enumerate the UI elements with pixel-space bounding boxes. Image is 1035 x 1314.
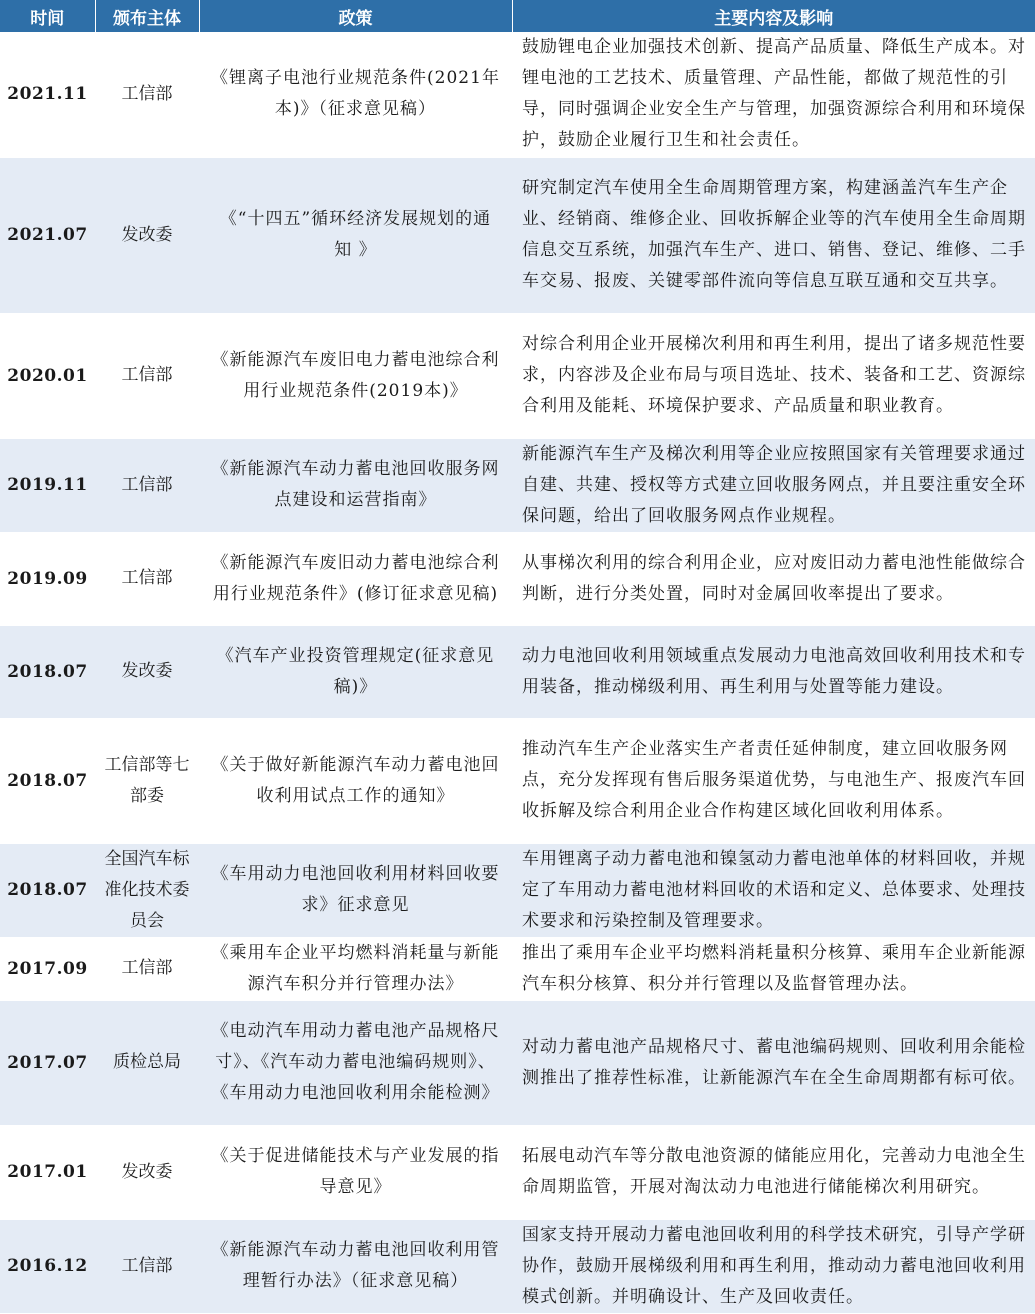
cell-issuer: 工信部	[95, 1219, 199, 1313]
header-content: 主要内容及影响	[512, 0, 1035, 32]
cell-content: 动力电池回收利用领域重点发展动力电池高效回收利用技术和专用装备，推动梯级利用、再生利用与处置等能力建设。	[512, 625, 1035, 718]
table-body	[0, 32, 1035, 1313]
table-row	[0, 1125, 1035, 1219]
cell-time: 2019.09	[0, 532, 95, 625]
cell-content: 车用锂离子动力蓄电池和镍氢动力蓄电池单体的材料回收，并规定了车用动力蓄电池材料回收的术语和定义、总体要求、处理技术要求和污染控制及管理要求。	[512, 843, 1035, 937]
cell-policy: 《新能源汽车废旧动力蓄电池综合利用行业规范条件》(修订征求意见稿)	[199, 532, 512, 625]
table-row	[0, 1219, 1035, 1313]
cell-issuer: 全国汽车标准化技术委员会	[95, 843, 199, 937]
cell-content: 从事梯次利用的综合利用企业，应对废旧动力蓄电池性能做综合判断，进行分类处置，同时对金属回收率提出了要求。	[512, 532, 1035, 625]
table-row	[0, 1000, 1035, 1125]
table-row	[0, 625, 1035, 718]
table-row	[0, 438, 1035, 532]
cell-time: 2021.11	[0, 32, 95, 157]
cell-content: 对综合利用企业开展梯次利用和再生利用，提出了诸多规范性要求，内容涉及企业布局与项目选址、技术、装备和工艺、资源综合利用及能耗、环境保护要求、产品质量和职业教育。	[512, 313, 1035, 438]
cell-content: 国家支持开展动力蓄电池回收利用的科学技术研究，引导产学研协作，鼓励开展梯级利用和再生利用，推动动力蓄电池回收利用模式创新。并明确设计、生产及回收责任。	[512, 1219, 1035, 1313]
cell-time: 2017.07	[0, 1000, 95, 1125]
cell-policy: 《锂离子电池行业规范条件(2021年本)》（征求意见稿）	[199, 32, 512, 157]
cell-policy: 《新能源汽车动力蓄电池回收利用管理暂行办法》（征求意见稿）	[199, 1219, 512, 1313]
cell-issuer: 发改委	[95, 625, 199, 718]
cell-time: 2017.01	[0, 1125, 95, 1219]
cell-time: 2019.11	[0, 438, 95, 532]
cell-time: 2020.01	[0, 313, 95, 438]
cell-time: 2018.07	[0, 718, 95, 843]
cell-policy: 《新能源汽车动力蓄电池回收服务网点建设和运营指南》	[199, 438, 512, 532]
table-row	[0, 313, 1035, 438]
header-time: 时间	[0, 0, 95, 32]
cell-issuer: 工信部	[95, 32, 199, 157]
cell-issuer: 发改委	[95, 157, 199, 313]
cell-time: 2018.07	[0, 843, 95, 937]
cell-policy: 《关于促进储能技术与产业发展的指导意见》	[199, 1125, 512, 1219]
cell-content: 推出了乘用车企业平均燃料消耗量积分核算、乘用车企业新能源汽车积分核算、积分并行管理以及监督管理办法。	[512, 937, 1035, 1000]
cell-policy: 《电动汽车用动力蓄电池产品规格尺寸》、《汽车动力蓄电池编码规则》、《车用动力电池回收利用余能检测》	[199, 1000, 512, 1125]
cell-policy: 《车用动力电池回收利用材料回收要求》征求意见	[199, 843, 512, 937]
cell-issuer: 工信部	[95, 313, 199, 438]
cell-content: 拓展电动汽车等分散电池资源的储能应用化，完善动力电池全生命周期监管，开展对淘汰动力电池进行储能梯次利用研究。	[512, 1125, 1035, 1219]
cell-policy: 《“十四五”循环经济发展规划的通知 》	[199, 157, 512, 313]
header-policy: 政策	[199, 0, 512, 32]
cell-policy: 《乘用车企业平均燃料消耗量与新能源汽车积分并行管理办法》	[199, 937, 512, 1000]
cell-time: 2017.09	[0, 937, 95, 1000]
cell-content: 对动力蓄电池产品规格尺寸、蓄电池编码规则、回收利用余能检测推出了推荐性标准，让新能源汽车在全生命周期都有标可依。	[512, 1000, 1035, 1125]
table-row	[0, 718, 1035, 843]
cell-content: 新能源汽车生产及梯次利用等企业应按照国家有关管理要求通过自建、共建、授权等方式建立回收服务网点，并且要注重安全环保问题，给出了回收服务网点作业规程。	[512, 438, 1035, 532]
cell-issuer: 工信部	[95, 438, 199, 532]
cell-time: 2016.12	[0, 1219, 95, 1313]
cell-content: 推动汽车生产企业落实生产者责任延伸制度，建立回收服务网点，充分发挥现有售后服务渠道优势，与电池生产、报废汽车回收拆解及综合利用企业合作构建区域化回收利用体系。	[512, 718, 1035, 843]
cell-time: 2018.07	[0, 625, 95, 718]
cell-content: 鼓励锂电企业加强技术创新、提高产品质量、降低生产成本。对锂电池的工艺技术、质量管理、产品性能，都做了规范性的引导，同时强调企业安全生产与管理，加强资源综合利用和环境保护，鼓励企业履行卫生和社会责任。	[512, 32, 1035, 157]
table-row	[0, 157, 1035, 313]
cell-issuer: 质检总局	[95, 1000, 199, 1125]
cell-issuer: 工信部等七部委	[95, 718, 199, 843]
cell-issuer: 工信部	[95, 937, 199, 1000]
table-row	[0, 532, 1035, 625]
table-row	[0, 843, 1035, 937]
cell-issuer: 发改委	[95, 1125, 199, 1219]
cell-content: 研究制定汽车使用全生命周期管理方案，构建涵盖汽车生产企业、经销商、维修企业、回收拆解企业等的汽车使用全生命周期信息交互系统，加强汽车生产、进口、销售、登记、维修、二手车交易、报废、关键零部件流向等信息互联互通和交互共享。	[512, 157, 1035, 313]
cell-policy: 《关于做好新能源汽车动力蓄电池回收利用试点工作的通知》	[199, 718, 512, 843]
table-row	[0, 32, 1035, 157]
cell-issuer: 工信部	[95, 532, 199, 625]
cell-time: 2021.07	[0, 157, 95, 313]
header-issuer: 颁布主体	[95, 0, 199, 32]
cell-policy: 《新能源汽车废旧电力蓄电池综合利用行业规范条件(2019本)》	[199, 313, 512, 438]
table-header	[0, 0, 1035, 32]
cell-policy: 《汽车产业投资管理规定(征求意见稿)》	[199, 625, 512, 718]
table-row	[0, 937, 1035, 1000]
